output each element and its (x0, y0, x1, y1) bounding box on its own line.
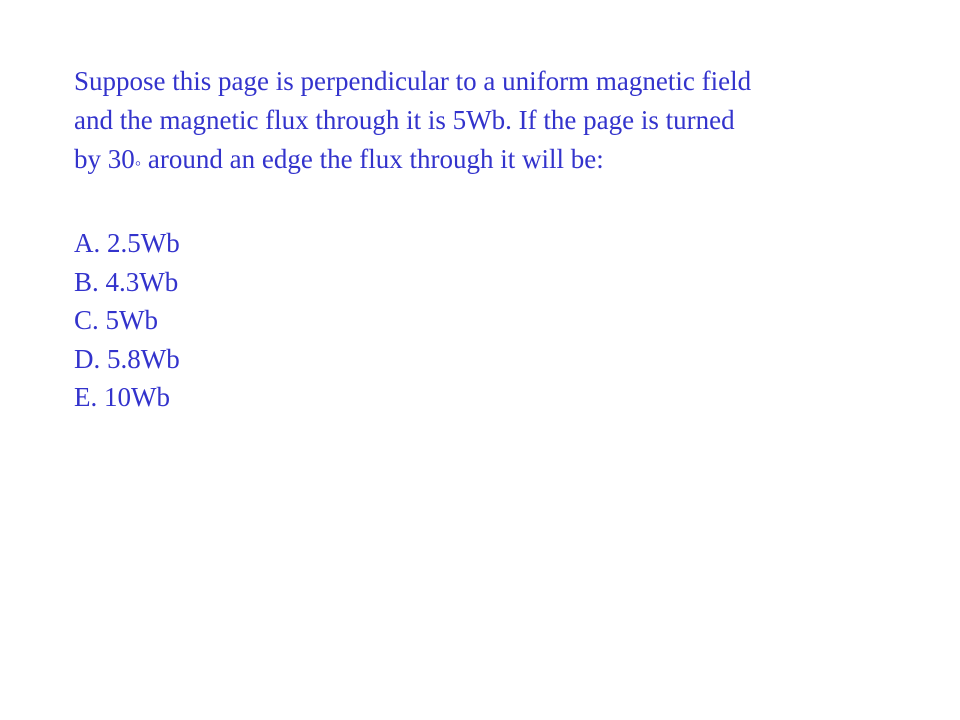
question-text (74, 62, 914, 183)
question-line-3-start: by 30 (74, 144, 135, 174)
question-line-2: and the magnetic flux through it is 5Wb. If the page is turned (74, 105, 735, 135)
question-line-3 (74, 140, 914, 183)
question-line-3-end: around an edge the flux through it will be: (141, 144, 604, 174)
option-e: E. 10Wb (74, 382, 170, 412)
option-a: A. 2.5Wb (74, 228, 180, 258)
question-line-1: Suppose this page is perpendicular to a uniform magnetic field (74, 66, 752, 96)
option-c: C. 5Wb (74, 305, 158, 335)
answer-options (74, 224, 180, 417)
option-b: B. 4.3Wb (74, 266, 179, 297)
degree-symbol: ◦ (134, 153, 142, 173)
option-d: D. 5.8Wb (74, 343, 180, 374)
